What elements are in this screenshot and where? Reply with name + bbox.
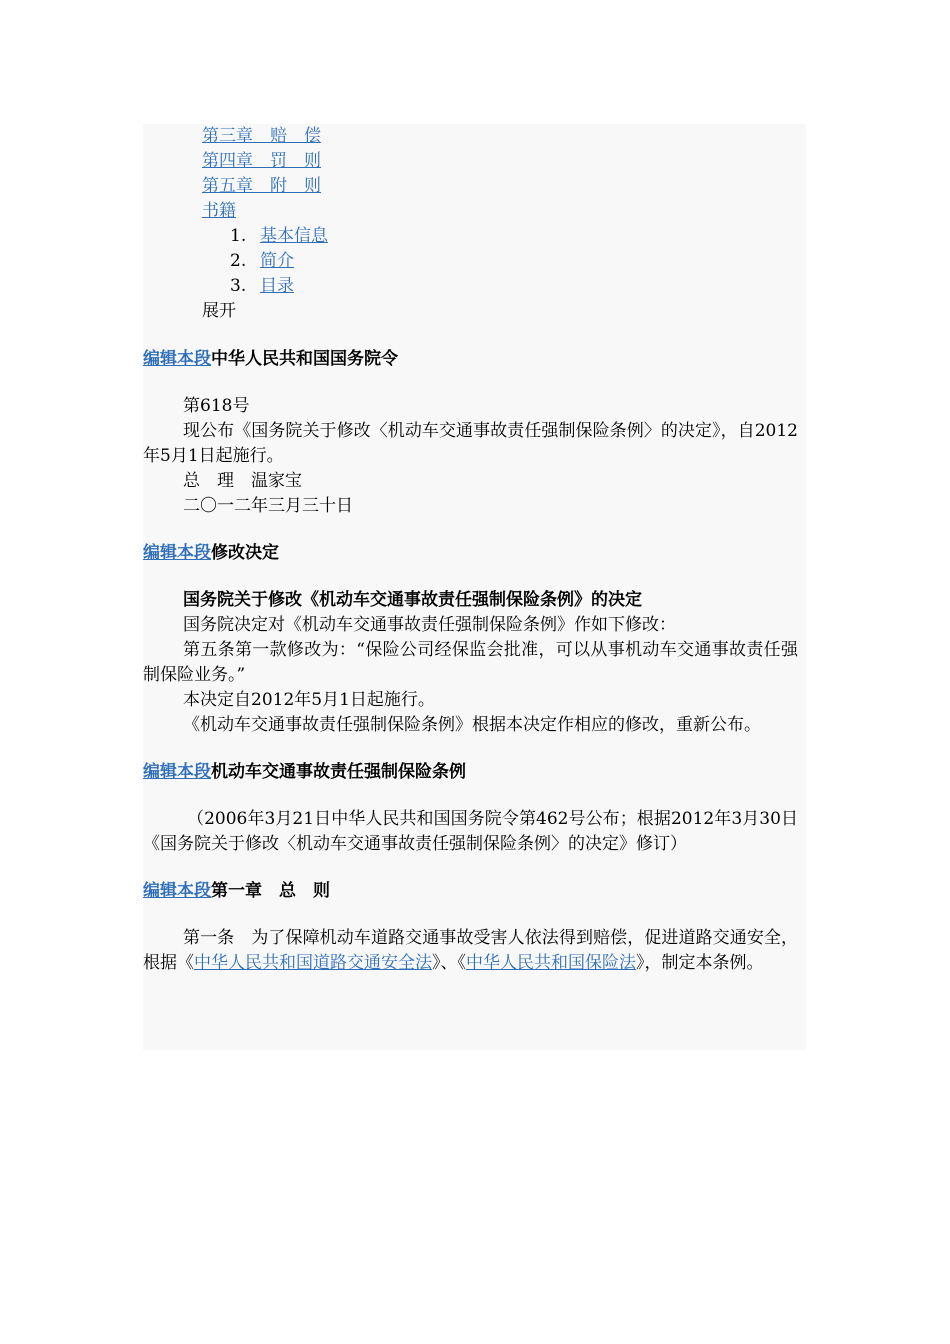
article-text: 第一条 为了保障机动车道路交通事故受害人依法得到赔偿，促进道路交通安全，根据《 xyxy=(143,928,798,973)
edit-section-link[interactable]: 编辑本段 xyxy=(143,762,211,782)
toc-sub-list xyxy=(202,224,798,299)
paragraph: 《机动车交通事故责任强制保险条例》根据本决定作相应的修改，重新公布。 xyxy=(183,715,761,735)
toc-link-chapter-5[interactable]: 第五章 附 则 xyxy=(202,176,321,196)
document-content xyxy=(143,124,798,976)
article-1 xyxy=(143,926,798,976)
paragraph: 本决定自2012年5月1日起施行。 xyxy=(183,690,435,710)
article-text: 》、《 xyxy=(432,953,466,973)
signatory: 总 理 温家宝 xyxy=(183,471,302,491)
decree-date: 二〇一二年三月三十日 xyxy=(183,496,353,516)
decision-title: 国务院关于修改《机动车交通事故责任强制保险条例》的决定 xyxy=(183,590,642,610)
article-text: 》，制定本条例。 xyxy=(636,953,764,973)
expand-toggle[interactable]: 展开 xyxy=(202,301,236,321)
section-title: 修改决定 xyxy=(211,543,279,563)
toc-link-contents[interactable]: 目录 xyxy=(260,276,294,296)
list-number: 2. xyxy=(230,251,247,271)
list-item xyxy=(230,249,798,274)
list-item xyxy=(230,224,798,249)
toc-link-chapter-4[interactable]: 第四章 罚 则 xyxy=(202,151,321,171)
paragraph: 国务院决定对《机动车交通事故责任强制保险条例》作如下修改： xyxy=(183,615,676,635)
law-link-insurance[interactable]: 中华人民共和国保险法 xyxy=(466,953,636,973)
toc-link-books[interactable]: 书籍 xyxy=(202,201,236,221)
decree-number: 第618号 xyxy=(183,396,250,416)
edit-section-link[interactable]: 编辑本段 xyxy=(143,881,211,901)
section-title: 机动车交通事故责任强制保险条例 xyxy=(211,762,466,782)
promulgation-note: （2006年3月21日中华人民共和国国务院令第462号公布；根据2012年3月30日《国务院关于修改〈机动车交通事故责任强制保险条例〉的决定》修订） xyxy=(143,809,798,854)
toc-link-intro[interactable]: 简介 xyxy=(260,251,294,271)
list-item xyxy=(230,274,798,299)
table-of-contents xyxy=(143,124,798,324)
list-number: 3. xyxy=(230,276,247,296)
toc-link-basic-info[interactable]: 基本信息 xyxy=(260,226,328,246)
edit-section-link[interactable]: 编辑本段 xyxy=(143,349,211,369)
section-title: 中华人民共和国国务院令 xyxy=(211,349,398,369)
law-link-road-safety[interactable]: 中华人民共和国道路交通安全法 xyxy=(194,953,432,973)
paragraph: 现公布《国务院关于修改〈机动车交通事故责任强制保险条例〉的决定》，自2012年5月1日起施行。 xyxy=(143,421,798,466)
section-heading xyxy=(143,879,798,904)
section-heading xyxy=(143,347,798,372)
edit-section-link[interactable]: 编辑本段 xyxy=(143,543,211,563)
section-heading xyxy=(143,760,798,785)
paragraph: 第五条第一款修改为：“保险公司经保监会批准，可以从事机动车交通事故责任强制保险业务。” xyxy=(143,640,798,685)
section-heading xyxy=(143,541,798,566)
list-number: 1. xyxy=(230,226,247,246)
toc-link-chapter-3[interactable]: 第三章 赔 偿 xyxy=(202,126,321,146)
section-title: 第一章 总 则 xyxy=(211,881,330,901)
